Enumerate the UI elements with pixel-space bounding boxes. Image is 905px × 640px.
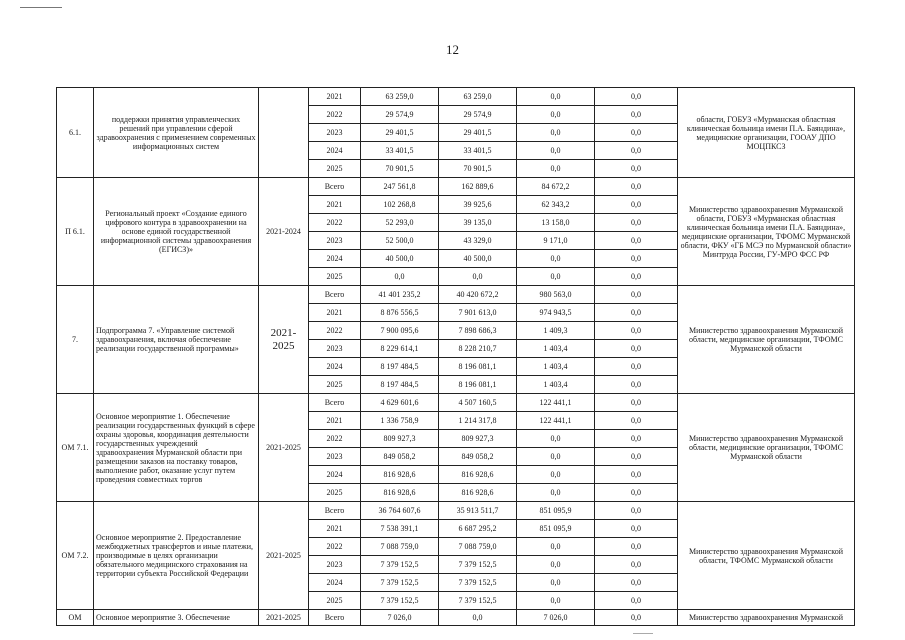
other-sources-cell: 0,0 xyxy=(595,556,678,574)
regional-budget-cell: 162 889,6 xyxy=(439,178,517,196)
period-cell: 2021-2025 xyxy=(259,610,309,626)
federal-budget-cell: 0,0 xyxy=(517,106,595,124)
federal-budget-cell: 0,0 xyxy=(517,268,595,286)
total-value-cell: 816 928,6 xyxy=(361,466,439,484)
other-sources-cell: 0,0 xyxy=(595,304,678,322)
executor-cell: Министерство здравоохранения Мурманской области, медицинские организации, ТФОМС Мурманской области xyxy=(678,394,855,502)
federal-budget-cell: 0,0 xyxy=(517,448,595,466)
year-cell: 2021 xyxy=(309,196,361,214)
total-value-cell: 8 229 614,1 xyxy=(361,340,439,358)
other-sources-cell: 0,0 xyxy=(595,250,678,268)
federal-budget-cell: 1 403,4 xyxy=(517,358,595,376)
regional-budget-cell: 849 058,2 xyxy=(439,448,517,466)
year-cell: Всего xyxy=(309,610,361,626)
year-cell: 2025 xyxy=(309,376,361,394)
scan-artifact-line xyxy=(633,633,653,634)
page-number: 12 xyxy=(446,42,459,57)
total-value-cell: 7 379 152,5 xyxy=(361,574,439,592)
other-sources-cell: 0,0 xyxy=(595,196,678,214)
federal-budget-cell: 1 403,4 xyxy=(517,340,595,358)
other-sources-cell: 0,0 xyxy=(595,232,678,250)
total-value-cell: 29 401,5 xyxy=(361,124,439,142)
other-sources-cell: 0,0 xyxy=(595,178,678,196)
regional-budget-cell: 40 420 672,2 xyxy=(439,286,517,304)
other-sources-cell: 0,0 xyxy=(595,340,678,358)
total-value-cell: 0,0 xyxy=(361,268,439,286)
section-name-cell: Основное мероприятие 3. Обеспечение xyxy=(94,610,259,626)
federal-budget-cell: 0,0 xyxy=(517,466,595,484)
federal-budget-cell: 980 563,0 xyxy=(517,286,595,304)
federal-budget-cell: 62 343,2 xyxy=(517,196,595,214)
section-number-cell: 6.1. xyxy=(57,88,94,178)
total-value-cell: 41 401 235,2 xyxy=(361,286,439,304)
section-name-cell: Основное мероприятие 2. Предоставление межбюджетных трансфертов и иные платежи, производимые в целях организации обязательного медицинского страхования на территории субъекта Российской Федерации xyxy=(94,502,259,610)
total-value-cell: 809 927,3 xyxy=(361,430,439,448)
regional-budget-cell: 0,0 xyxy=(439,610,517,626)
federal-budget-cell: 7 026,0 xyxy=(517,610,595,626)
federal-budget-cell: 0,0 xyxy=(517,430,595,448)
year-cell: 2021 xyxy=(309,88,361,106)
other-sources-cell: 0,0 xyxy=(595,142,678,160)
total-value-cell: 33 401,5 xyxy=(361,142,439,160)
regional-budget-cell: 816 928,6 xyxy=(439,484,517,502)
table-row xyxy=(57,286,855,304)
year-cell: 2022 xyxy=(309,214,361,232)
table-row xyxy=(57,610,855,626)
other-sources-cell: 0,0 xyxy=(595,538,678,556)
other-sources-cell: 0,0 xyxy=(595,214,678,232)
federal-budget-cell: 0,0 xyxy=(517,124,595,142)
total-value-cell: 29 574,9 xyxy=(361,106,439,124)
other-sources-cell: 0,0 xyxy=(595,448,678,466)
total-value-cell: 8 197 484,5 xyxy=(361,376,439,394)
other-sources-cell: 0,0 xyxy=(595,322,678,340)
total-value-cell: 7 900 095,6 xyxy=(361,322,439,340)
regional-budget-cell: 39 135,0 xyxy=(439,214,517,232)
year-cell: 2022 xyxy=(309,430,361,448)
regional-budget-cell: 7 901 613,0 xyxy=(439,304,517,322)
federal-budget-cell: 13 158,0 xyxy=(517,214,595,232)
total-value-cell: 7 026,0 xyxy=(361,610,439,626)
other-sources-cell: 0,0 xyxy=(595,430,678,448)
total-value-cell: 247 561,8 xyxy=(361,178,439,196)
federal-budget-cell: 1 403,4 xyxy=(517,376,595,394)
total-value-cell: 52 500,0 xyxy=(361,232,439,250)
year-cell: 2022 xyxy=(309,538,361,556)
section-number-cell: 7. xyxy=(57,286,94,394)
year-cell: 2024 xyxy=(309,358,361,376)
regional-budget-cell: 33 401,5 xyxy=(439,142,517,160)
federal-budget-cell: 0,0 xyxy=(517,592,595,610)
period-cell xyxy=(259,88,309,178)
federal-budget-cell: 0,0 xyxy=(517,538,595,556)
federal-budget-cell: 0,0 xyxy=(517,250,595,268)
total-value-cell: 63 259,0 xyxy=(361,88,439,106)
other-sources-cell: 0,0 xyxy=(595,124,678,142)
total-value-cell: 70 901,5 xyxy=(361,160,439,178)
year-cell: 2023 xyxy=(309,556,361,574)
year-cell: 2021 xyxy=(309,304,361,322)
year-cell: Всего xyxy=(309,394,361,412)
year-cell: 2024 xyxy=(309,466,361,484)
regional-budget-cell: 7 898 686,3 xyxy=(439,322,517,340)
total-value-cell: 102 268,8 xyxy=(361,196,439,214)
executor-cell: области, ГОБУЗ «Мурманская областная клиническая больница имени П.А. Баяндина», медицинские организации, ГООАУ ДПО МОЦПКСЗ xyxy=(678,88,855,178)
regional-budget-cell: 7 088 759,0 xyxy=(439,538,517,556)
regional-budget-cell: 8 196 081,1 xyxy=(439,358,517,376)
total-value-cell: 7 538 391,1 xyxy=(361,520,439,538)
regional-budget-cell: 7 379 152,5 xyxy=(439,592,517,610)
total-value-cell: 7 088 759,0 xyxy=(361,538,439,556)
section-number-cell: ОМ 7.1. xyxy=(57,394,94,502)
total-value-cell: 52 293,0 xyxy=(361,214,439,232)
regional-budget-cell: 8 196 081,1 xyxy=(439,376,517,394)
total-value-cell: 8 197 484,5 xyxy=(361,358,439,376)
period-cell: 2021-2024 xyxy=(259,178,309,286)
year-cell: 2024 xyxy=(309,250,361,268)
year-cell: Всего xyxy=(309,178,361,196)
year-cell: 2021 xyxy=(309,412,361,430)
section-name-cell: поддержки принятия управленческих решений при управлении сферой здравоохранения с применением современных информационных систем xyxy=(94,88,259,178)
regional-budget-cell: 29 574,9 xyxy=(439,106,517,124)
federal-budget-cell: 851 095,9 xyxy=(517,520,595,538)
federal-budget-cell: 84 672,2 xyxy=(517,178,595,196)
period-cell: 2021-2025 xyxy=(259,394,309,502)
total-value-cell: 7 379 152,5 xyxy=(361,556,439,574)
other-sources-cell: 0,0 xyxy=(595,106,678,124)
federal-budget-cell: 0,0 xyxy=(517,88,595,106)
other-sources-cell: 0,0 xyxy=(595,520,678,538)
section-name-cell: Подпрограмма 7. «Управление системой здравоохранения, включая обеспечение реализации государственной программы» xyxy=(94,286,259,394)
total-value-cell: 4 629 601,6 xyxy=(361,394,439,412)
regional-budget-cell: 4 507 160,5 xyxy=(439,394,517,412)
total-value-cell: 36 764 607,6 xyxy=(361,502,439,520)
other-sources-cell: 0,0 xyxy=(595,412,678,430)
other-sources-cell: 0,0 xyxy=(595,286,678,304)
other-sources-cell: 0,0 xyxy=(595,376,678,394)
regional-budget-cell: 8 228 210,7 xyxy=(439,340,517,358)
regional-budget-cell: 40 500,0 xyxy=(439,250,517,268)
total-value-cell: 1 336 758,9 xyxy=(361,412,439,430)
other-sources-cell: 0,0 xyxy=(595,610,678,626)
other-sources-cell: 0,0 xyxy=(595,160,678,178)
total-value-cell: 7 379 152,5 xyxy=(361,592,439,610)
year-cell: 2024 xyxy=(309,142,361,160)
year-cell: Всего xyxy=(309,286,361,304)
other-sources-cell: 0,0 xyxy=(595,88,678,106)
year-cell: 2023 xyxy=(309,448,361,466)
total-value-cell: 8 876 556,5 xyxy=(361,304,439,322)
scan-artifact-line xyxy=(20,7,62,8)
year-cell: 2025 xyxy=(309,160,361,178)
federal-budget-cell: 0,0 xyxy=(517,574,595,592)
regional-budget-cell: 43 329,0 xyxy=(439,232,517,250)
year-cell: 2023 xyxy=(309,124,361,142)
period-cell: 2021-2025 xyxy=(259,286,309,394)
table-body xyxy=(57,88,855,626)
table-row xyxy=(57,502,855,520)
period-cell: 2021-2025 xyxy=(259,502,309,610)
year-cell: 2024 xyxy=(309,574,361,592)
year-cell: 2023 xyxy=(309,232,361,250)
regional-budget-cell: 6 687 295,2 xyxy=(439,520,517,538)
table-row xyxy=(57,88,855,106)
section-number-cell: ОМ xyxy=(57,610,94,626)
year-cell: 2025 xyxy=(309,484,361,502)
year-cell: 2025 xyxy=(309,268,361,286)
total-value-cell: 816 928,6 xyxy=(361,484,439,502)
executor-cell: Министерство здравоохранения Мурманской области, медицинские организации, ТФОМС Мурманской области xyxy=(678,286,855,394)
total-value-cell: 849 058,2 xyxy=(361,448,439,466)
other-sources-cell: 0,0 xyxy=(595,484,678,502)
regional-budget-cell: 35 913 511,7 xyxy=(439,502,517,520)
other-sources-cell: 0,0 xyxy=(595,268,678,286)
federal-budget-cell: 0,0 xyxy=(517,556,595,574)
regional-budget-cell: 63 259,0 xyxy=(439,88,517,106)
regional-budget-cell: 7 379 152,5 xyxy=(439,556,517,574)
regional-budget-cell: 7 379 152,5 xyxy=(439,574,517,592)
year-cell: 2021 xyxy=(309,520,361,538)
other-sources-cell: 0,0 xyxy=(595,502,678,520)
year-cell: 2022 xyxy=(309,322,361,340)
table-row xyxy=(57,394,855,412)
federal-budget-cell: 1 409,3 xyxy=(517,322,595,340)
other-sources-cell: 0,0 xyxy=(595,574,678,592)
total-value-cell: 40 500,0 xyxy=(361,250,439,268)
federal-budget-cell: 122 441,1 xyxy=(517,394,595,412)
section-name-cell: Основное мероприятие 1. Обеспечение реализации государственных функций в сфере охраны здоровья, координация деятельности государственных учреждений здравоохранения Мурманской области при размещении заказов на поставку товаров, выполнение работ, оказание услуг путем проведения совместных торгов xyxy=(94,394,259,502)
federal-budget-cell: 0,0 xyxy=(517,484,595,502)
section-number-cell: П 6.1. xyxy=(57,178,94,286)
federal-budget-cell: 974 943,5 xyxy=(517,304,595,322)
regional-budget-cell: 70 901,5 xyxy=(439,160,517,178)
year-cell: 2022 xyxy=(309,106,361,124)
federal-budget-cell: 9 171,0 xyxy=(517,232,595,250)
table-row xyxy=(57,178,855,196)
regional-budget-cell: 1 214 317,8 xyxy=(439,412,517,430)
financing-table xyxy=(56,87,855,626)
executor-cell: Министерство здравоохранения Мурманской области, ГОБУЗ «Мурманская областная клиническая больница имени П.А. Баяндина», медицинские организации, ТФОМС Мурманской области, ФКУ «ГБ МСЭ по Мурманской области» Минтруда России, ГУ-МРО ФСС РФ xyxy=(678,178,855,286)
regional-budget-cell: 29 401,5 xyxy=(439,124,517,142)
executor-cell: Министерство здравоохранения Мурманской xyxy=(678,610,855,626)
year-cell: Всего xyxy=(309,502,361,520)
section-name-cell: Региональный проект «Создание единого цифрового контура в здравоохранении на основе единой государственной информационной системы здравоохранения (ЕГИСЗ)» xyxy=(94,178,259,286)
other-sources-cell: 0,0 xyxy=(595,466,678,484)
federal-budget-cell: 122 441,1 xyxy=(517,412,595,430)
regional-budget-cell: 0,0 xyxy=(439,268,517,286)
regional-budget-cell: 39 925,6 xyxy=(439,196,517,214)
regional-budget-cell: 809 927,3 xyxy=(439,430,517,448)
section-number-cell: ОМ 7.2. xyxy=(57,502,94,610)
regional-budget-cell: 816 928,6 xyxy=(439,466,517,484)
federal-budget-cell: 851 095,9 xyxy=(517,502,595,520)
federal-budget-cell: 0,0 xyxy=(517,142,595,160)
year-cell: 2025 xyxy=(309,592,361,610)
year-cell: 2023 xyxy=(309,340,361,358)
executor-cell: Министерство здравоохранения Мурманской области, ТФОМС Мурманской области xyxy=(678,502,855,610)
federal-budget-cell: 0,0 xyxy=(517,160,595,178)
other-sources-cell: 0,0 xyxy=(595,394,678,412)
other-sources-cell: 0,0 xyxy=(595,592,678,610)
other-sources-cell: 0,0 xyxy=(595,358,678,376)
